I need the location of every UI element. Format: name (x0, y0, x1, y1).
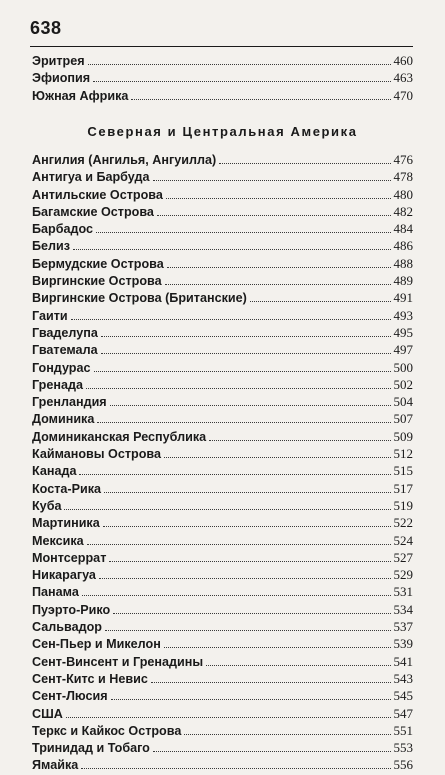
toc-entry-page-number: 500 (393, 359, 413, 375)
toc-section-africa-continued (32, 52, 413, 104)
toc-entry-title: Гваделупа (32, 325, 98, 340)
toc-entry-title: Панама (32, 585, 79, 600)
dot-leader (103, 516, 391, 527)
dot-leader (110, 395, 391, 406)
dot-leader (131, 89, 390, 100)
toc-entry-title: Мартиника (32, 516, 100, 531)
toc-entry-page-number: 551 (393, 722, 413, 738)
toc-entry-title: Никарагуа (32, 568, 96, 583)
toc-entry-page-number: 527 (393, 549, 413, 565)
toc-entry (32, 324, 413, 341)
dot-leader (166, 188, 391, 199)
toc-entry (32, 359, 413, 376)
toc-entry-title: Гондурас (32, 360, 91, 375)
toc-entry (32, 69, 413, 86)
toc-entry-title: Эфиопия (32, 71, 91, 86)
toc-entry-title: Ямайка (32, 758, 79, 773)
toc-entry-page-number: 539 (393, 636, 413, 652)
toc-entry-title: Виргинские Острова (32, 274, 162, 289)
toc-entry-title: Доминика (32, 412, 95, 427)
header-rule (30, 46, 413, 47)
toc-entry-page-number: 480 (393, 186, 413, 202)
toc-entry-page-number: 534 (393, 601, 413, 617)
dot-leader (64, 499, 390, 510)
toc-entry-page-number: 486 (393, 238, 413, 254)
toc-entry-page-number: 556 (393, 757, 413, 773)
dot-leader (113, 603, 390, 614)
toc-entry-page-number: 470 (393, 87, 413, 103)
toc-entry (32, 618, 413, 635)
toc-entry (32, 687, 413, 704)
page-number: 638 (30, 18, 62, 38)
toc-entry (32, 739, 413, 756)
toc-entry-title: Гаити (32, 308, 68, 323)
toc-entry (32, 705, 413, 722)
toc-entry-title: Белиз (32, 239, 71, 254)
dot-leader (164, 447, 391, 458)
toc-entry (32, 583, 413, 600)
toc-entry (32, 168, 413, 185)
toc-entry-title: Гренландия (32, 395, 107, 410)
toc-entry (32, 497, 413, 514)
toc-entry-page-number: 512 (393, 446, 413, 462)
toc-entry-title: США (32, 706, 63, 721)
toc-entry-page-number: 463 (393, 70, 413, 86)
toc-entry-title: Сен-Пьер и Микелон (32, 637, 161, 652)
section-heading: Северная и Центральная Америка (87, 124, 358, 139)
toc-entry (32, 255, 413, 272)
dot-leader (66, 707, 391, 718)
dot-leader (94, 361, 391, 372)
toc-entry-page-number: 497 (393, 342, 413, 358)
dot-leader (206, 655, 390, 666)
toc-entry (32, 549, 413, 566)
toc-entry-title: Антильские Острова (32, 187, 163, 202)
toc-entry-page-number: 515 (393, 463, 413, 479)
dot-leader (151, 672, 391, 683)
toc-entry-page-number: 488 (393, 255, 413, 271)
toc-entry (32, 566, 413, 583)
toc-entry-title: Канада (32, 464, 77, 479)
toc-entry-page-number: 537 (393, 619, 413, 635)
toc-entry-page-number: 504 (393, 394, 413, 410)
dot-leader (86, 378, 391, 389)
dot-leader (105, 620, 391, 631)
toc-entry (32, 393, 413, 410)
dot-leader (96, 222, 390, 233)
toc-entry-page-number: 545 (393, 688, 413, 704)
toc-entry (32, 462, 413, 479)
toc-entry (32, 52, 413, 69)
toc-entry-title: Тринидад и Тобаго (32, 741, 150, 756)
toc-entry (32, 670, 413, 687)
toc-entry (32, 272, 413, 289)
toc-entry (32, 376, 413, 393)
toc-entry (32, 722, 413, 739)
toc-entry-page-number: 509 (393, 428, 413, 444)
dot-leader (184, 724, 390, 735)
toc-entry (32, 428, 413, 445)
toc-entry-page-number: 517 (393, 480, 413, 496)
dot-leader (167, 257, 391, 268)
toc-entry-title: Бермудские Острова (32, 256, 164, 271)
toc-entry (32, 410, 413, 427)
toc-entry-page-number: 522 (393, 515, 413, 531)
toc-entry-title: Коста-Рика (32, 481, 102, 496)
dot-leader (111, 689, 391, 700)
dot-leader (73, 239, 390, 250)
dot-leader (165, 274, 391, 285)
dot-leader (87, 534, 391, 545)
dot-leader (153, 170, 391, 181)
dot-leader (97, 412, 390, 423)
toc-entry-title: Багамские Острова (32, 204, 154, 219)
dot-leader (99, 568, 391, 579)
toc-entry-page-number: 484 (393, 221, 413, 237)
dot-leader (209, 430, 390, 441)
dot-leader (71, 309, 391, 320)
dot-leader (101, 326, 391, 337)
toc-entry (32, 756, 413, 773)
toc-entry (32, 289, 413, 306)
toc-entry-title: Сент-Китс и Невис (32, 671, 148, 686)
toc-entry-page-number: 519 (393, 497, 413, 513)
toc-entry-title: Сальвадор (32, 620, 102, 635)
toc-entry (32, 532, 413, 549)
toc-entry-page-number: 495 (393, 324, 413, 340)
toc-entry-page-number: 493 (393, 307, 413, 323)
toc-entry-title: Гренада (32, 377, 83, 392)
toc-entry-title: Куба (32, 498, 62, 513)
toc-entry-page-number: 547 (393, 705, 413, 721)
dot-leader (81, 758, 390, 769)
toc-entry (32, 237, 413, 254)
toc-entry-title: Антигуа и Барбуда (32, 170, 150, 185)
toc-entry-page-number: 553 (393, 740, 413, 756)
toc-entry-title: Сент-Люсия (32, 689, 108, 704)
dot-leader (93, 71, 390, 82)
dot-leader (101, 343, 391, 354)
toc-entry-title: Каймановы Острова (32, 447, 161, 462)
toc-entry-title: Гватемала (32, 343, 98, 358)
dot-leader (164, 637, 391, 648)
toc-entry-page-number: 529 (393, 567, 413, 583)
toc-entry (32, 653, 413, 670)
toc-entry (32, 480, 413, 497)
toc-entry (32, 341, 413, 358)
toc-entry (32, 635, 413, 652)
toc-entry-page-number: 502 (393, 376, 413, 392)
toc-entry-title: Барбадос (32, 222, 94, 237)
toc-entry-title: Доминиканская Республика (32, 429, 207, 444)
toc-entry-title: Пуэрто-Рико (32, 602, 111, 617)
toc-entry-title: Мексика (32, 533, 84, 548)
dot-leader (153, 741, 391, 752)
toc-entry (32, 186, 413, 203)
toc-entry-page-number: 531 (393, 584, 413, 600)
toc-entry (32, 151, 413, 168)
toc-entry-title: Эритрея (32, 54, 85, 68)
toc-entry-page-number: 460 (393, 53, 413, 68)
dot-leader (79, 464, 390, 475)
toc-entry-page-number: 491 (393, 290, 413, 306)
toc-entry-title: Теркс и Кайкос Острова (32, 723, 182, 738)
toc-entry-page-number: 543 (393, 670, 413, 686)
dot-leader (157, 205, 391, 216)
dot-leader (82, 585, 391, 596)
toc-entry (32, 445, 413, 462)
toc-entry (32, 87, 413, 104)
toc-entry (32, 203, 413, 220)
toc-entry-page-number: 476 (393, 152, 413, 167)
toc-entry (32, 307, 413, 324)
dot-leader (219, 153, 390, 164)
toc-entry (32, 514, 413, 531)
dot-leader (109, 551, 390, 562)
toc-entry-page-number: 541 (393, 653, 413, 669)
toc-entry (32, 601, 413, 618)
toc-entry-title: Южная Африка (32, 88, 129, 103)
toc-entry-title: Сент-Винсент и Гренадины (32, 654, 204, 669)
toc-entry-title: Монтсеррат (32, 550, 107, 565)
toc-entry-page-number: 482 (393, 203, 413, 219)
dot-leader (250, 291, 391, 302)
dot-leader (104, 482, 390, 493)
dot-leader (88, 54, 391, 65)
toc-entry-title: Ангилия (Ангилья, Ангуилла) (32, 153, 217, 167)
toc-section-north-central-america (32, 151, 413, 774)
toc-entry-title: Виргинские Острова (Британские) (32, 291, 247, 306)
toc-entry-page-number: 489 (393, 273, 413, 289)
toc-entry-page-number: 478 (393, 169, 413, 185)
toc-entry (32, 220, 413, 237)
toc-entry-page-number: 524 (393, 532, 413, 548)
toc-entry-page-number: 507 (393, 411, 413, 427)
